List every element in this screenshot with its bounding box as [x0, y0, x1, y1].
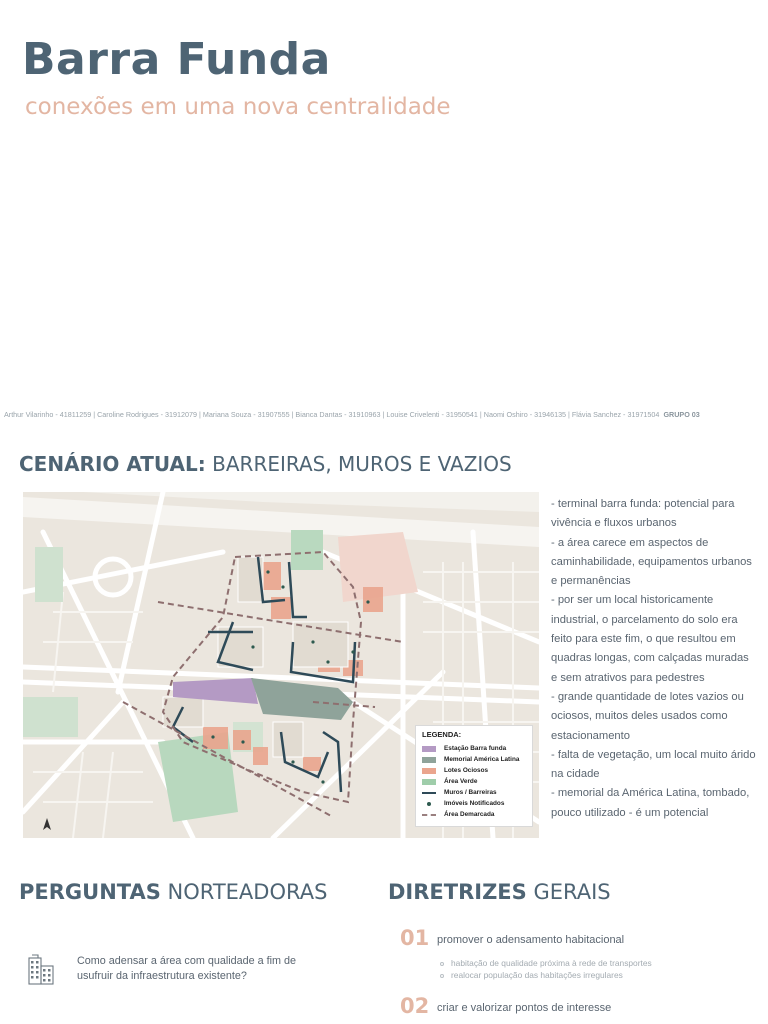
legend-label: Imóveis Notificados: [444, 800, 505, 807]
section-cenario-title-bold: CENÁRIO ATUAL:: [19, 452, 206, 476]
legend-item: [422, 787, 526, 798]
legend-swatch: [422, 792, 436, 794]
authors-line: [4, 410, 764, 419]
legend-label: Área Verde: [444, 778, 478, 785]
directive-number-02: 02: [400, 994, 430, 1018]
legend-label: Estação Barra funda: [444, 745, 507, 752]
legend-label: Muros / Barreiras: [444, 789, 497, 796]
legend-item: [422, 743, 526, 754]
legend-item: [422, 809, 526, 820]
section-cenario-title: [19, 452, 512, 476]
section-cenario-title-rest: BARREIRAS, MUROS E VAZIOS: [205, 452, 512, 476]
bullet-circle-icon: [440, 962, 444, 966]
building-icon: [26, 952, 56, 986]
legend-swatch: [422, 814, 436, 816]
legend-title: LEGENDA:: [422, 730, 462, 739]
directive-subitem-text: habitação de qualidade próxima à rede de transportes: [451, 958, 652, 968]
cenario-bullets: [551, 495, 756, 823]
map-legend: [415, 725, 533, 827]
legend-item: [422, 798, 526, 809]
cenario-bullet: - falta de vegetação, um local muito árido na cidade: [551, 748, 756, 781]
cenario-bullet: - a área carece em aspectos de caminhabilidade, equipamentos urbanos e permanências: [551, 536, 752, 588]
legend-label: Lotes Ociosos: [444, 767, 489, 774]
section-perguntas-title-bold: PERGUNTAS: [19, 880, 161, 904]
legend-label: Área Demarcada: [444, 811, 495, 818]
legend-label: Memorial América Latina: [444, 756, 520, 763]
directive-text-02: criar e valorizar pontos de interesse: [437, 1002, 612, 1014]
section-perguntas-title-rest: NORTEADORAS: [160, 880, 328, 904]
legend-swatch: [422, 746, 436, 752]
directive-text-01: promover o adensamento habitacional: [437, 934, 625, 946]
page-title: Barra Funda: [22, 34, 331, 85]
guiding-question: Como adensar a área com qualidade a fim de usufruir da infraestrutura existente?: [77, 955, 297, 982]
legend-items: [422, 743, 526, 820]
authors-names: Arthur Vilarinho - 41811259 | Caroline Rodrigues - 31912079 | Mariana Souza - 31907555 | Bianca Dantas - 31910963 | Louise Crivelenti - 31950541 | Naomi Oshiro - 31946135 | Flávia Sanchez - 31971504: [4, 410, 660, 419]
legend-swatch: [422, 768, 436, 774]
section-perguntas-title: [19, 880, 327, 904]
directive-subitem: [440, 969, 623, 981]
directive-number-01: 01: [400, 926, 430, 950]
site-map: [23, 492, 539, 838]
section-diretrizes-title: [388, 880, 611, 904]
cenario-bullet: - terminal barra funda: potencial para vivência e fluxos urbanos: [551, 498, 735, 530]
bullet-circle-icon: [440, 974, 444, 978]
legend-swatch: [427, 802, 431, 806]
directive-subitem: [440, 957, 652, 969]
cenario-bullet: - por ser um local historicamente industrial, o parcelamento do solo era feito para este fim, o que resultou em quadras longas, com calçadas muradas e sem atrativos para pedestres: [551, 594, 749, 684]
legend-item: [422, 754, 526, 765]
legend-swatch: [422, 757, 436, 763]
cenario-bullet: - memorial da América Latina, tombado, pouco utilizado - é um potencial: [551, 787, 750, 819]
legend-swatch: [422, 779, 436, 785]
section-diretrizes-title-rest: GERAIS: [526, 880, 611, 904]
group-label: GRUPO 03: [663, 410, 700, 419]
section-diretrizes-title-bold: DIRETRIZES: [388, 880, 527, 904]
directive-subitem-text: realocar população das habitações irregulares: [451, 970, 623, 980]
legend-item: [422, 776, 526, 787]
legend-item: [422, 765, 526, 776]
page-subtitle: conexões em uma nova centralidade: [25, 94, 451, 120]
cenario-bullet: - grande quantidade de lotes vazios ou ociosos, muitos deles usados como estacionamento: [551, 690, 744, 742]
